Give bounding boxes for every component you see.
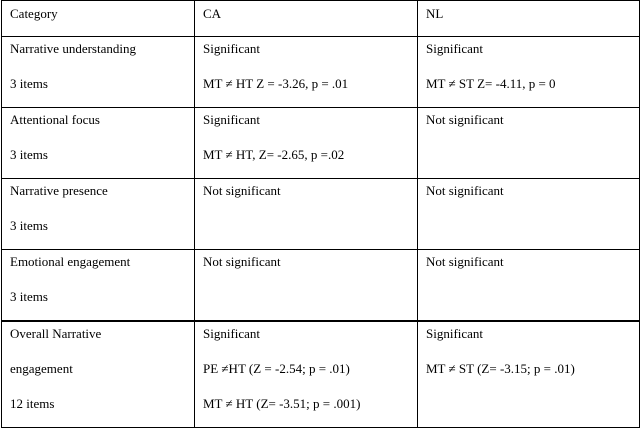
table-row (2, 37, 640, 108)
ca-cell: Significant MT ≠ HT, Z= -2.65, p =.02 (195, 108, 418, 179)
header-row (2, 1, 640, 37)
results-table (1, 0, 640, 428)
ca-cell: Significant PE ≠HT (Z = -2.54; p = .01) MT ≠ HT (Z= -3.51; p = .001) (195, 321, 418, 428)
nl-cell: Significant MT ≠ ST (Z= -3.15; p = .01) (418, 321, 640, 428)
table-row (2, 108, 640, 179)
nl-cell: Not significant (418, 108, 640, 179)
table-row (2, 179, 640, 250)
table-row (2, 321, 640, 428)
nl-cell: Not significant (418, 179, 640, 250)
category-cell: Narrative understanding 3 items (2, 37, 195, 108)
category-cell: Overall Narrative engagement 12 items (2, 321, 195, 428)
nl-cell: Significant MT ≠ ST Z= -4.11, p = 0 (418, 37, 640, 108)
nl-cell: Not significant (418, 250, 640, 322)
ca-cell: Not significant (195, 179, 418, 250)
category-cell: Attentional focus 3 items (2, 108, 195, 179)
header-category: Category (2, 1, 195, 37)
table-row (2, 250, 640, 322)
category-cell: Emotional engagement 3 items (2, 250, 195, 322)
ca-cell: Significant MT ≠ HT Z = -3.26, p = .01 (195, 37, 418, 108)
ca-cell: Not significant (195, 250, 418, 322)
header-nl: NL (418, 1, 640, 37)
category-cell: Narrative presence 3 items (2, 179, 195, 250)
header-ca: CA (195, 1, 418, 37)
